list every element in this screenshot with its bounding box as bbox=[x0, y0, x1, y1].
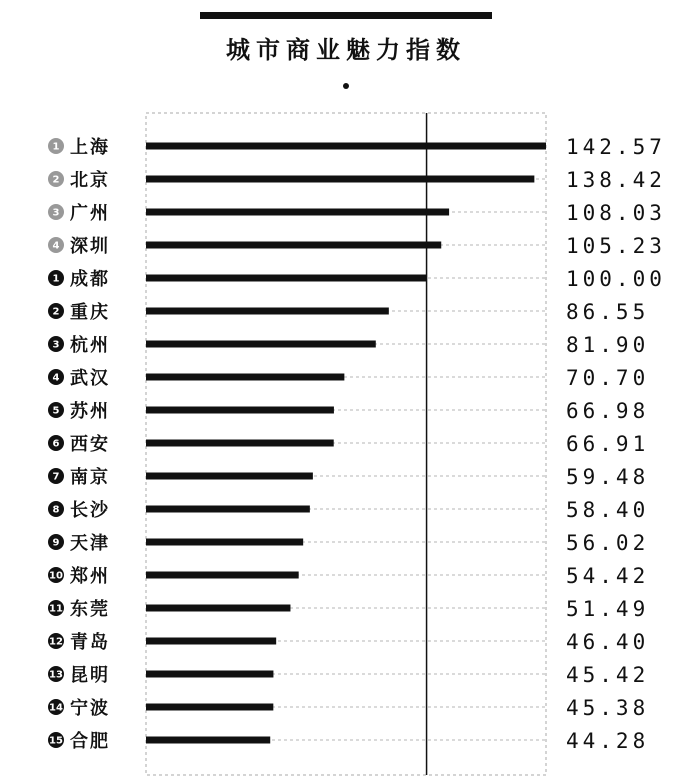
city-label: 昆明 bbox=[70, 665, 110, 686]
bar-1 bbox=[146, 143, 546, 150]
value-label: 66.91 bbox=[566, 432, 650, 456]
city-label: 武汉 bbox=[70, 368, 110, 389]
city-label: 北京 bbox=[70, 170, 110, 191]
city-label: 宁波 bbox=[70, 698, 110, 719]
value-label: 45.38 bbox=[566, 696, 650, 720]
value-label: 100.00 bbox=[566, 267, 666, 291]
value-label: 81.90 bbox=[566, 333, 650, 357]
city-label: 深圳 bbox=[70, 236, 110, 257]
city-label: 青岛 bbox=[70, 632, 110, 653]
value-label: 142.57 bbox=[566, 135, 666, 159]
value-label: 86.55 bbox=[566, 300, 650, 324]
bar-15 bbox=[146, 605, 290, 612]
bar-7 bbox=[146, 341, 376, 348]
rank-label: 12 bbox=[49, 636, 63, 648]
rank-label: 5 bbox=[52, 405, 60, 417]
city-label: 长沙 bbox=[70, 500, 110, 521]
bar-5 bbox=[146, 275, 427, 282]
rank-label: 3 bbox=[52, 207, 60, 219]
rank-label: 6 bbox=[52, 438, 60, 450]
row-labels bbox=[48, 135, 666, 753]
rank-label: 4 bbox=[52, 240, 60, 252]
bar-12 bbox=[146, 506, 310, 513]
value-label: 138.42 bbox=[566, 168, 666, 192]
bar-11 bbox=[146, 473, 313, 480]
value-label: 105.23 bbox=[566, 234, 666, 258]
value-label: 56.02 bbox=[566, 531, 650, 555]
city-label: 天津 bbox=[70, 533, 110, 554]
rank-label: 14 bbox=[49, 702, 63, 714]
rank-label: 1 bbox=[52, 273, 60, 285]
value-label: 66.98 bbox=[566, 399, 650, 423]
value-label: 58.40 bbox=[566, 498, 650, 522]
value-label: 45.42 bbox=[566, 663, 650, 687]
value-label: 51.49 bbox=[566, 597, 650, 621]
chart-title: 城市商业魅力指数 bbox=[226, 36, 466, 64]
bar-2 bbox=[146, 176, 534, 183]
bar-4 bbox=[146, 242, 441, 249]
city-label: 杭州 bbox=[70, 335, 110, 356]
title-dot bbox=[343, 83, 349, 89]
bar-6 bbox=[146, 308, 389, 315]
title-bar bbox=[200, 12, 492, 19]
rank-label: 2 bbox=[52, 174, 60, 186]
rank-label: 15 bbox=[49, 735, 63, 747]
value-label: 59.48 bbox=[566, 465, 650, 489]
rank-label: 7 bbox=[52, 471, 60, 483]
rank-label: 8 bbox=[52, 504, 60, 516]
bar-18 bbox=[146, 704, 273, 711]
rank-label: 4 bbox=[52, 372, 60, 384]
bar-16 bbox=[146, 638, 276, 645]
rank-label: 3 bbox=[52, 339, 60, 351]
bar-9 bbox=[146, 407, 334, 414]
city-label: 广州 bbox=[70, 203, 110, 224]
city-label: 南京 bbox=[70, 467, 110, 488]
value-label: 54.42 bbox=[566, 564, 650, 588]
rank-label: 1 bbox=[52, 141, 60, 153]
bar-17 bbox=[146, 671, 273, 678]
bar-10 bbox=[146, 440, 334, 447]
bar-3 bbox=[146, 209, 449, 216]
city-label: 东莞 bbox=[70, 599, 110, 620]
city-label: 合肥 bbox=[70, 731, 110, 752]
bar-14 bbox=[146, 572, 299, 579]
rank-label: 11 bbox=[49, 603, 63, 615]
value-label: 46.40 bbox=[566, 630, 650, 654]
city-label: 上海 bbox=[70, 137, 110, 158]
city-label: 西安 bbox=[70, 434, 110, 455]
city-label: 成都 bbox=[70, 269, 110, 290]
rank-label: 13 bbox=[49, 669, 63, 681]
bar-13 bbox=[146, 539, 303, 546]
value-label: 70.70 bbox=[566, 366, 650, 390]
city-label: 重庆 bbox=[70, 302, 110, 323]
rank-label: 10 bbox=[49, 570, 63, 582]
bar-19 bbox=[146, 737, 270, 744]
rank-label: 9 bbox=[52, 537, 60, 549]
city-label: 郑州 bbox=[70, 566, 110, 587]
value-label: 44.28 bbox=[566, 729, 650, 753]
rank-label: 2 bbox=[52, 306, 60, 318]
bar-8 bbox=[146, 374, 344, 381]
city-label: 苏州 bbox=[70, 401, 110, 422]
value-label: 108.03 bbox=[566, 201, 666, 225]
